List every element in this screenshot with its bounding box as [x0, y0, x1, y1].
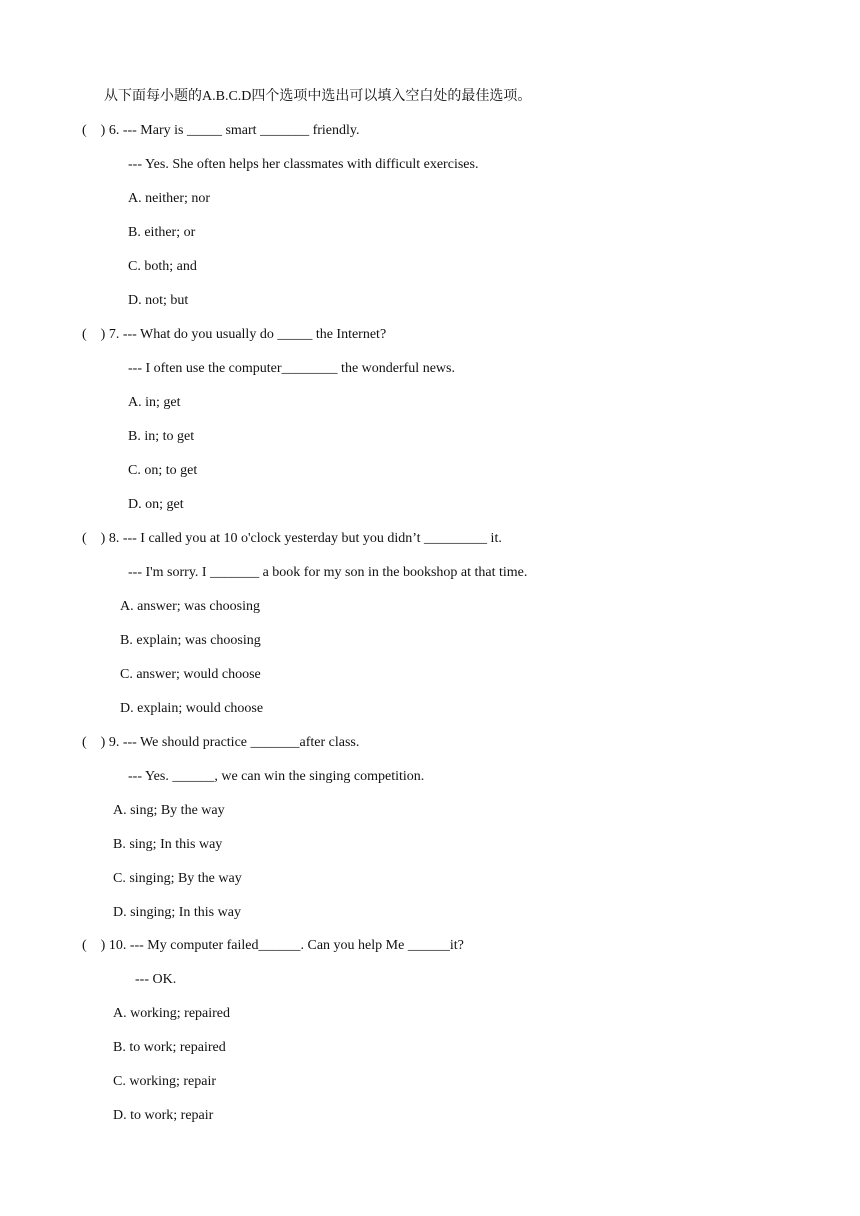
question-9-option-b: B. sing; In this way	[113, 837, 223, 852]
question-10-option-b: B. to work; repaired	[113, 1040, 226, 1055]
question-10-reply: --- OK.	[135, 972, 177, 987]
question-6-option-b: B. either; or	[128, 225, 196, 240]
question-7-stem: ( ) 7. --- What do you usually do _____ the Internet?	[82, 327, 387, 342]
question-7-option-d: D. on; get	[128, 497, 184, 512]
question-7-option-a: A. in; get	[128, 395, 181, 410]
question-8-option-c: C. answer; would choose	[120, 667, 261, 682]
question-8-option-d: D. explain; would choose	[120, 701, 264, 716]
instruction-text: 从下面每小题的A.B.C.D四个选项中选出可以填入空白处的最佳选项。	[104, 89, 532, 104]
question-9-option-a: A. sing; By the way	[113, 803, 225, 818]
question-10-option-a: A. working; repaired	[113, 1006, 231, 1021]
question-8-option-b: B. explain; was choosing	[120, 633, 261, 648]
question-6-reply: --- Yes. She often helps her classmates with difficult exercises.	[128, 157, 479, 172]
question-9-stem: ( ) 9. --- We should practice _______after class.	[82, 735, 360, 750]
question-9-option-d: D. singing; In this way	[113, 905, 241, 920]
question-9-option-c: C. singing; By the way	[113, 871, 242, 886]
question-10-option-c: C. working; repair	[113, 1074, 217, 1089]
question-8-stem: ( ) 8. --- I called you at 10 o'clock yesterday but you didn’t _________ it.	[82, 531, 502, 546]
question-6-option-c: C. both; and	[128, 259, 197, 274]
question-7-option-c: C. on; to get	[128, 463, 198, 478]
question-6-option-a: A. neither; nor	[128, 191, 211, 206]
question-6-option-d: D. not; but	[128, 293, 189, 308]
question-7-option-b: B. in; to get	[128, 429, 195, 444]
question-7-reply: --- I often use the computer________ the wonderful news.	[128, 361, 455, 376]
question-10-option-d: D. to work; repair	[113, 1108, 214, 1123]
question-9-reply: --- Yes. ______, we can win the singing competition.	[128, 769, 425, 784]
question-8-reply: --- I'm sorry. I _______ a book for my son in the bookshop at that time.	[128, 565, 528, 580]
question-10-stem: ( ) 10. --- My computer failed______. Can you help Me ______it?	[82, 938, 464, 953]
question-6-stem: ( ) 6. --- Mary is _____ smart _______ friendly.	[82, 123, 360, 138]
question-8-option-a: A. answer; was choosing	[120, 599, 260, 614]
